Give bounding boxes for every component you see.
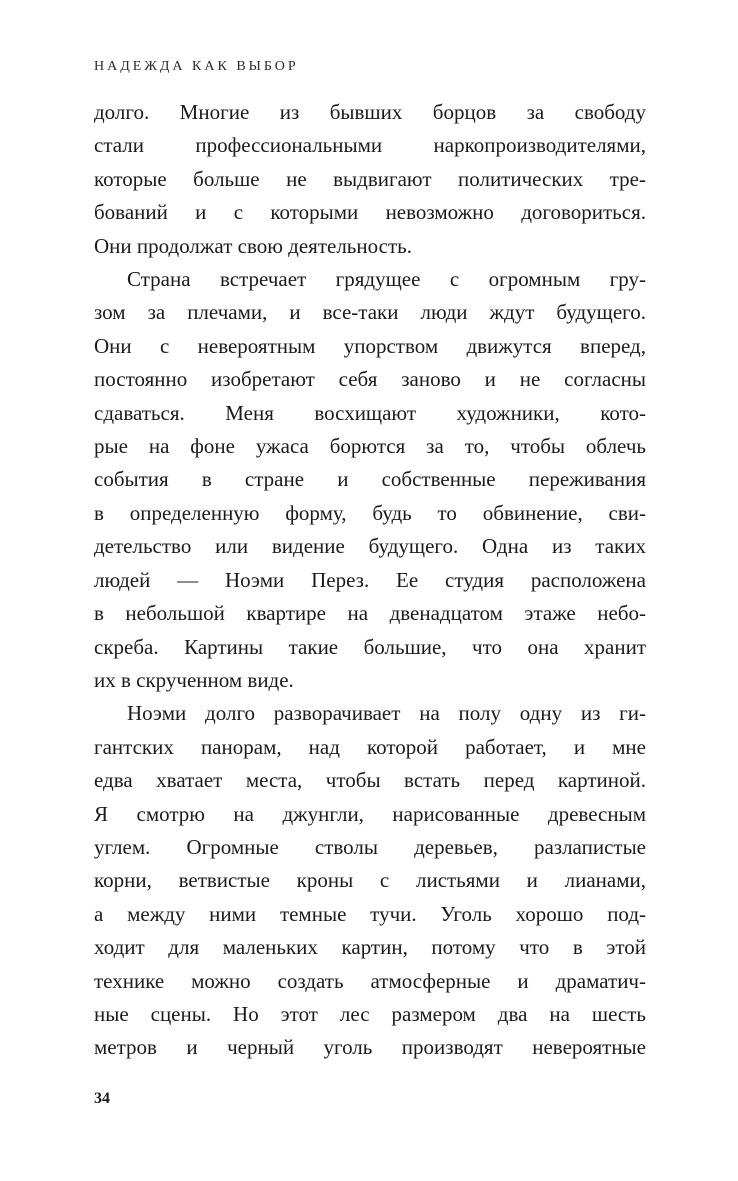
text-line: а между ними темные тучи. Уголь хорошо под- xyxy=(94,901,646,926)
text-line: детельство или видение будущего. Одна из таких xyxy=(94,534,646,559)
text-line: их в скрученном виде. xyxy=(94,667,294,692)
text-line: рые на фоне ужаса борются за то, чтобы облечь xyxy=(94,434,646,459)
text-line: стали профессиональными наркопроизводителями, xyxy=(94,133,646,158)
text-line: корни, ветвистые кроны с листьями и лианами, xyxy=(94,868,646,893)
text-line: ходит для маленьких картин, потому что в этой xyxy=(94,935,646,960)
text-line: Они продолжат свою деятельность. xyxy=(94,233,412,258)
page-number: 34 xyxy=(94,1090,110,1107)
paragraph xyxy=(94,263,646,697)
text-line: едва хватает места, чтобы встать перед картиной. xyxy=(94,768,646,793)
paragraph xyxy=(94,96,646,263)
page-body xyxy=(94,96,646,1065)
text-line: ные сцены. Но этот лес размером два на шесть xyxy=(94,1001,646,1026)
text-line: гантских панорам, над которой работает, и мне xyxy=(94,734,646,759)
text-line: метров и черный уголь производят невероятные xyxy=(94,1035,646,1060)
text-line: углем. Огромные стволы деревьев, разлапистые xyxy=(94,834,646,859)
text-line: Они с невероятным упорством движутся вперед, xyxy=(94,333,646,358)
text-line: сдаваться. Меня восхищают художники, кото- xyxy=(94,400,646,425)
text-line: Страна встречает грядущее с огромным гру- xyxy=(127,267,646,292)
text-line: события в стране и собственные переживания xyxy=(94,467,646,492)
text-line: долго. Многие из бывших борцов за свободу xyxy=(94,100,646,124)
text-line: технике можно создать атмосферные и драматич- xyxy=(94,968,646,993)
text-line: скреба. Картины такие большие, что она хранит xyxy=(94,634,646,659)
text-line: зом за плечами, и все-таки люди ждут будущего. xyxy=(94,300,646,325)
text-line: людей — Ноэми Перез. Ее студия расположена xyxy=(94,567,646,592)
running-head: НАДЕЖДА КАК ВЫБОР xyxy=(94,59,299,74)
text-line: в определенную форму, будь то обвинение, сви- xyxy=(94,500,646,525)
text-line: бований и с которыми невозможно договориться. xyxy=(94,200,646,225)
paragraph xyxy=(94,697,646,1064)
text-line: которые больше не выдвигают политических тре- xyxy=(94,166,646,191)
text-line: Ноэми долго разворачивает на полу одну из ги- xyxy=(127,701,646,726)
text-line: Я смотрю на джунгли, нарисованные древесным xyxy=(94,801,646,826)
text-line: постоянно изобретают себя заново и не согласны xyxy=(94,367,646,392)
text-line: в небольшой квартире на двенадцатом этаже небо- xyxy=(94,601,646,626)
